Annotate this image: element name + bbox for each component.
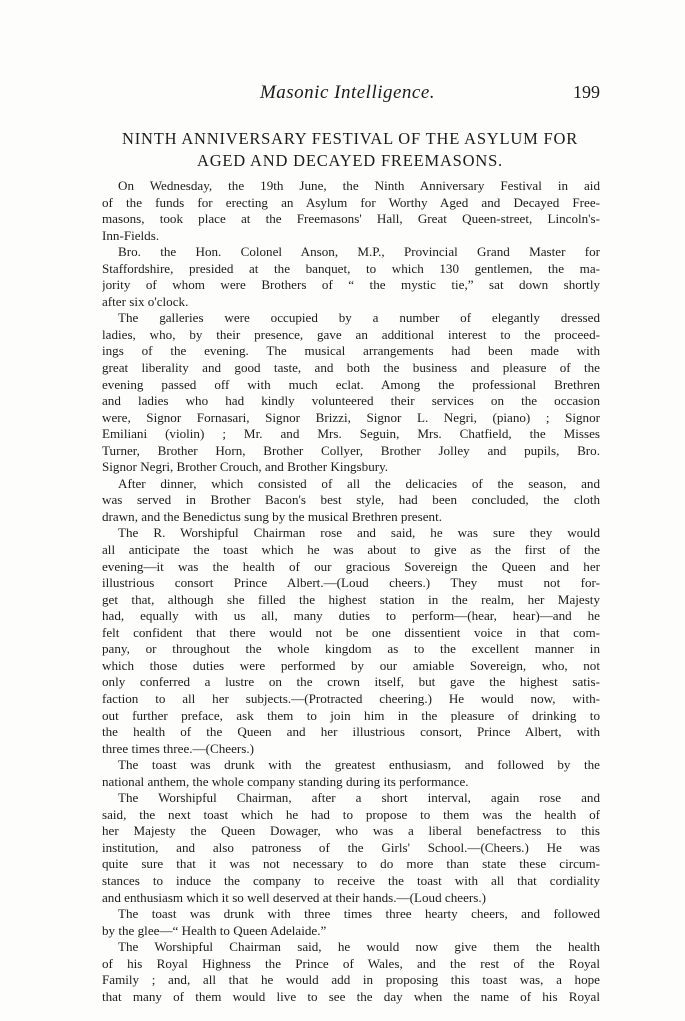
header-title: Masonic Intelligence.	[259, 82, 436, 103]
text-line: On Wednesday, the 19th June, the Ninth Anniversary Festival in aid	[118, 178, 600, 193]
text-line: Bro. the Hon. Colonel Anson, M.P., Provincial Grand Master for	[118, 244, 600, 260]
text-line: ladies, who, by their presence, gave an additional interest to the proceed-	[102, 326, 600, 342]
text-line: and enthusiasm which it so well deserved at their hands.—(Loud cheers.)	[102, 889, 486, 905]
text-line: Family ; and, all that he would add in proposing this toast was, a hope	[102, 972, 600, 988]
text-line: by the glee—“ Health to Queen Adelaide.”	[102, 922, 327, 938]
text-line: faction to all her subjects.—(Protracted cheering.) He would now, with-	[102, 690, 600, 706]
text-line: was served in Brother Bacon's best style, had been concluded, the cloth	[102, 492, 600, 508]
text-line: Inn-Fields.	[102, 227, 160, 243]
text-line: Turner, Brother Horn, Brother Collyer, Brother Jolley and pupils, Bro.	[102, 442, 600, 458]
text-line: evening—it was the health of our gracious Sovereign the Queen and her	[102, 558, 600, 574]
text-line: Emiliani (violin) ; Mr. and Mrs. Seguin, Mrs. Chatfield, the Misses	[102, 426, 600, 442]
text-line: Staffordshire, presided at the banquet, to which 130 gentlemen, the ma-	[102, 260, 600, 276]
text-line: The R. Worshipful Chairman rose and said, he was sure they would	[118, 525, 600, 541]
text-line: The toast was drunk with three times three hearty cheers, and followed	[118, 906, 600, 922]
text-line: illustrious consort Prince Albert.—(Loud cheers.) They must not for-	[102, 575, 600, 591]
text-line: The galleries were occupied by a number of elegantly dressed	[118, 310, 600, 326]
text-line: masons, took place at the Freemasons' Hall, Great Queen-street, Lincoln's-	[102, 211, 600, 227]
article-title-line-2: AGED AND DECAYED FREEMASONS.	[197, 151, 503, 170]
text-line: said, the next toast which he had to propose to them was the health of	[102, 806, 600, 822]
text-line: institution, and also patroness of the Girls' School.—(Cheers.) He was	[102, 839, 600, 855]
text-line: were, Signor Fornasari, Signor Brizzi, Signor L. Negri, (piano) ; Signor	[102, 409, 600, 425]
article-title	[100, 128, 600, 172]
text-line: The Worshipful Chairman said, he would now give them the health	[118, 939, 600, 955]
text-line: felt confident that there would not be one dissentient voice in that com-	[102, 624, 600, 640]
text-line: After dinner, which consisted of all the delicacies of the season, and	[118, 475, 600, 491]
article-title-line-1: NINTH ANNIVERSARY FESTIVAL OF THE ASYLUM FOR	[122, 129, 578, 148]
text-line: stances to induce the company to receive the toast with all that cordiality	[102, 872, 600, 888]
text-line: quite sure that it was not necessary to do more than state these circum-	[102, 856, 600, 872]
text-line: of his Royal Highness the Prince of Wales, and the rest of the Royal	[102, 955, 600, 971]
text-line: Signor Negri, Brother Crouch, and Brother Kingsbury.	[102, 459, 389, 475]
page-number: 199	[573, 82, 600, 102]
text-line: that many of them would live to see the day when the name of his Royal	[102, 988, 600, 1004]
text-line: pany, or throughout the whole kingdom as to the excellent manner in	[102, 641, 600, 657]
text-line: The toast was drunk with the greatest enthusiasm, and followed by the	[118, 757, 600, 773]
text-line: jority of whom were Brothers of “ the mystic tie,” sat down shortly	[102, 277, 600, 293]
text-line: her Majesty the Queen Dowager, who was a liberal benefactress to this	[102, 823, 600, 839]
text-line: which those duties were performed by our amiable Sovereign, who, not	[102, 657, 600, 673]
running-header	[95, 82, 600, 106]
text-line: get that, although she filled the highest station in the realm, her Majesty	[102, 591, 600, 607]
text-line: national anthem, the whole company standing during its performance.	[102, 773, 469, 789]
text-line: ings of the evening. The musical arrangements had been made with	[102, 343, 600, 359]
text-line: all anticipate the toast which he was about to give as the first of the	[102, 542, 600, 558]
text-line: the health of the Queen and her illustrious consort, Prince Albert, with	[102, 724, 600, 740]
text-line: three times three.—(Cheers.)	[102, 740, 254, 756]
text-line: and ladies who had kindly volunteered their services on the occasion	[102, 393, 600, 409]
text-line: of the funds for erecting an Asylum for Worthy Aged and Decayed Free-	[102, 194, 600, 210]
text-line: out further preface, ask them to join him in the pleasure of drinking to	[102, 707, 600, 723]
text-line: drawn, and the Benedictus sung by the musical Brethren present.	[102, 508, 442, 524]
text-line: after six o'clock.	[102, 293, 189, 309]
text-line: only conferred a lustre on the crown itself, but gave the highest satis-	[102, 674, 600, 690]
text-line: great liberality and good taste, and both the business and pleasure of the	[102, 360, 600, 376]
text-line: had, equally with us all, many duties to perform—(hear, hear)—and he	[102, 608, 600, 624]
text-line: The Worshipful Chairman, after a short interval, again rose and	[118, 790, 600, 806]
text-line: evening passed off with much eclat. Among the professional Brethren	[102, 376, 600, 392]
article-body	[102, 178, 600, 1005]
